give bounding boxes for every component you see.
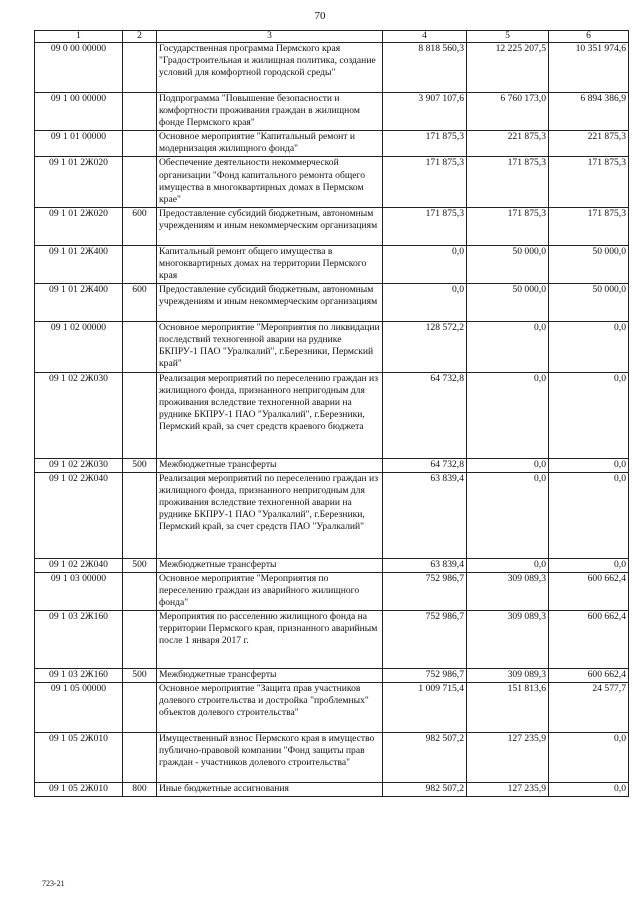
row-value-col4: 64 732,8 bbox=[383, 372, 467, 458]
row-value-col5: 127 235,9 bbox=[467, 783, 549, 797]
row-value-col5: 50 000,0 bbox=[467, 245, 549, 283]
row-expense-type bbox=[123, 733, 157, 783]
row-expense-type: 600 bbox=[123, 207, 157, 245]
row-name: Иные бюджетные ассигнования bbox=[157, 783, 383, 797]
row-value-col6: 24 577,7 bbox=[549, 683, 629, 733]
row-name: Предоставление субсидий бюджетным, автономным учреждениям и иным некоммерческим организациям bbox=[157, 207, 383, 245]
row-code: 09 1 02 2Ж030 bbox=[35, 372, 123, 458]
table-row bbox=[35, 783, 629, 797]
row-value-col6: 50 000,0 bbox=[549, 245, 629, 283]
footer-code: 723-21 bbox=[42, 879, 65, 888]
row-name: Имущественный взнос Пермского края в имущество публично-правовой компании "Фонд защиты прав граждан - участников долевого строительства" bbox=[157, 733, 383, 783]
row-expense-type bbox=[123, 322, 157, 372]
row-value-col6: 171 875,3 bbox=[549, 207, 629, 245]
row-name: Межбюджетные трансферты bbox=[157, 668, 383, 682]
column-header: 2 bbox=[123, 31, 157, 43]
row-code: 09 1 01 2Ж020 bbox=[35, 157, 123, 207]
row-value-col6: 600 662,4 bbox=[549, 668, 629, 682]
row-value-col5: 0,0 bbox=[467, 558, 549, 572]
row-code: 09 1 02 2Ж040 bbox=[35, 558, 123, 572]
row-value-col6: 0,0 bbox=[549, 472, 629, 558]
table-row bbox=[35, 93, 629, 131]
row-name: Межбюджетные трансферты bbox=[157, 558, 383, 572]
table-row bbox=[35, 157, 629, 207]
row-code: 09 0 00 00000 bbox=[35, 43, 123, 93]
row-name: Реализация мероприятий по переселению граждан из жилищного фонда, признанного непригодным для проживания вследствие техногенной аварии на руднике БКПРУ-1 ПАО "Уралкалий", г.Березники, Пермский край, за счет средств краевого бюджета bbox=[157, 372, 383, 458]
row-code: 09 1 02 2Ж040 bbox=[35, 472, 123, 558]
row-expense-type: 800 bbox=[123, 783, 157, 797]
row-code: 09 1 02 2Ж030 bbox=[35, 458, 123, 472]
row-value-col4: 752 986,7 bbox=[383, 610, 467, 668]
row-value-col4: 171 875,3 bbox=[383, 157, 467, 207]
row-code: 09 1 05 00000 bbox=[35, 683, 123, 733]
row-value-col5: 309 089,3 bbox=[467, 610, 549, 668]
row-expense-type: 500 bbox=[123, 458, 157, 472]
table-row bbox=[35, 683, 629, 733]
row-expense-type bbox=[123, 93, 157, 131]
column-header: 3 bbox=[157, 31, 383, 43]
row-value-col4: 982 507,2 bbox=[383, 783, 467, 797]
row-value-col5: 309 089,3 bbox=[467, 572, 549, 610]
row-value-col4: 3 907 107,6 bbox=[383, 93, 467, 131]
row-value-col6: 0,0 bbox=[549, 372, 629, 458]
table-row bbox=[35, 245, 629, 283]
row-name: Предоставление субсидий бюджетным, автономным учреждениям и иным некоммерческим организациям bbox=[157, 284, 383, 322]
budget-table bbox=[34, 30, 629, 797]
row-expense-type bbox=[123, 572, 157, 610]
row-value-col6: 6 894 386,9 bbox=[549, 93, 629, 131]
table-row bbox=[35, 322, 629, 372]
row-value-col6: 600 662,4 bbox=[549, 610, 629, 668]
row-name: Основное мероприятие "Защита прав участников долевого строительства и достройка "проблемных" объектов долевого строительства" bbox=[157, 683, 383, 733]
row-code: 09 1 01 00000 bbox=[35, 131, 123, 157]
row-code: 09 1 01 2Ж400 bbox=[35, 245, 123, 283]
page-number: 70 bbox=[314, 10, 326, 22]
row-expense-type bbox=[123, 610, 157, 668]
column-header: 5 bbox=[467, 31, 549, 43]
row-value-col5: 0,0 bbox=[467, 372, 549, 458]
row-value-col6: 10 351 974,6 bbox=[549, 43, 629, 93]
table-row bbox=[35, 372, 629, 458]
table-row bbox=[35, 572, 629, 610]
row-value-col4: 752 986,7 bbox=[383, 668, 467, 682]
row-value-col4: 128 572,2 bbox=[383, 322, 467, 372]
row-value-col4: 982 507,2 bbox=[383, 733, 467, 783]
row-value-col4: 64 732,8 bbox=[383, 458, 467, 472]
table-row bbox=[35, 43, 629, 93]
row-code: 09 1 05 2Ж010 bbox=[35, 733, 123, 783]
row-value-col5: 6 760 173,0 bbox=[467, 93, 549, 131]
table-row bbox=[35, 610, 629, 668]
row-value-col6: 0,0 bbox=[549, 733, 629, 783]
row-name: Основное мероприятие "Мероприятия по ликвидации последствий техногенной аварии на руднике БКПРУ-1 ПАО "Уралкалий", г.Березники, Пермский край" bbox=[157, 322, 383, 372]
row-value-col4: 63 839,4 bbox=[383, 558, 467, 572]
row-value-col5: 12 225 207,5 bbox=[467, 43, 549, 93]
row-value-col4: 0,0 bbox=[383, 245, 467, 283]
row-name: Государственная программа Пермского края "Градостроительная и жилищная политика, создание условий для комфортной городской среды" bbox=[157, 43, 383, 93]
row-value-col6: 600 662,4 bbox=[549, 572, 629, 610]
row-value-col6: 0,0 bbox=[549, 783, 629, 797]
row-value-col5: 0,0 bbox=[467, 322, 549, 372]
table-row bbox=[35, 458, 629, 472]
row-value-col4: 171 875,3 bbox=[383, 131, 467, 157]
row-code: 09 1 01 2Ж400 bbox=[35, 284, 123, 322]
row-expense-type: 600 bbox=[123, 284, 157, 322]
column-header: 4 bbox=[383, 31, 467, 43]
table-row bbox=[35, 733, 629, 783]
row-expense-type bbox=[123, 683, 157, 733]
row-name: Капитальный ремонт общего имущества в многоквартирных домах на территории Пермского края bbox=[157, 245, 383, 283]
row-value-col6: 0,0 bbox=[549, 558, 629, 572]
row-name: Обеспечение деятельности некоммерческой организации "Фонд капитального ремонта общего имущества в многоквартирных домах в Пермском крае" bbox=[157, 157, 383, 207]
row-expense-type bbox=[123, 43, 157, 93]
row-name: Мероприятия по расселению жилищного фонда на территории Пермского края, признанного аварийным после 1 января 2017 г. bbox=[157, 610, 383, 668]
row-expense-type: 500 bbox=[123, 668, 157, 682]
column-header: 6 bbox=[549, 31, 629, 43]
row-value-col5: 151 813,6 bbox=[467, 683, 549, 733]
table-row bbox=[35, 207, 629, 245]
row-expense-type bbox=[123, 472, 157, 558]
row-expense-type bbox=[123, 157, 157, 207]
row-value-col4: 171 875,3 bbox=[383, 207, 467, 245]
row-value-col5: 127 235,9 bbox=[467, 733, 549, 783]
row-value-col4: 0,0 bbox=[383, 284, 467, 322]
row-value-col6: 50 000,0 bbox=[549, 284, 629, 322]
column-header: 1 bbox=[35, 31, 123, 43]
row-code: 09 1 03 2Ж160 bbox=[35, 668, 123, 682]
row-value-col6: 0,0 bbox=[549, 458, 629, 472]
row-value-col5: 309 089,3 bbox=[467, 668, 549, 682]
row-value-col4: 63 839,4 bbox=[383, 472, 467, 558]
row-code: 09 1 03 00000 bbox=[35, 572, 123, 610]
row-value-col5: 171 875,3 bbox=[467, 157, 549, 207]
table-row bbox=[35, 472, 629, 558]
row-code: 09 1 02 00000 bbox=[35, 322, 123, 372]
row-value-col6: 171 875,3 bbox=[549, 157, 629, 207]
row-value-col6: 221 875,3 bbox=[549, 131, 629, 157]
row-code: 09 1 05 2Ж010 bbox=[35, 783, 123, 797]
row-value-col5: 50 000,0 bbox=[467, 284, 549, 322]
table-row bbox=[35, 131, 629, 157]
row-code: 09 1 00 00000 bbox=[35, 93, 123, 131]
row-expense-type bbox=[123, 245, 157, 283]
row-expense-type bbox=[123, 131, 157, 157]
table-header-row bbox=[35, 31, 629, 43]
row-value-col5: 0,0 bbox=[467, 472, 549, 558]
row-name: Основное мероприятие "Капитальный ремонт и модернизация жилищного фонда" bbox=[157, 131, 383, 157]
row-value-col4: 8 818 560,3 bbox=[383, 43, 467, 93]
row-name: Межбюджетные трансферты bbox=[157, 458, 383, 472]
row-value-col6: 0,0 bbox=[549, 322, 629, 372]
row-value-col4: 1 009 715,4 bbox=[383, 683, 467, 733]
row-value-col5: 0,0 bbox=[467, 458, 549, 472]
row-expense-type bbox=[123, 372, 157, 458]
row-code: 09 1 03 2Ж160 bbox=[35, 610, 123, 668]
table-row bbox=[35, 284, 629, 322]
row-code: 09 1 01 2Ж020 bbox=[35, 207, 123, 245]
table-row bbox=[35, 558, 629, 572]
row-name: Основное мероприятие "Мероприятия по переселению граждан из аварийного жилищного фонда" bbox=[157, 572, 383, 610]
row-expense-type: 500 bbox=[123, 558, 157, 572]
table-row bbox=[35, 668, 629, 682]
row-value-col5: 221 875,3 bbox=[467, 131, 549, 157]
row-name: Реализация мероприятий по переселению граждан из жилищного фонда, признанного непригодным для проживания вследствие техногенной аварии на руднике БКПРУ-1 ПАО "Уралкалий", г.Березники, Пермский край, за счет средств ПАО "Уралкалий" bbox=[157, 472, 383, 558]
row-value-col5: 171 875,3 bbox=[467, 207, 549, 245]
row-name: Подпрограмма "Повышение безопасности и комфортности проживания граждан в жилищном фонде Пермского края" bbox=[157, 93, 383, 131]
row-value-col4: 752 986,7 bbox=[383, 572, 467, 610]
